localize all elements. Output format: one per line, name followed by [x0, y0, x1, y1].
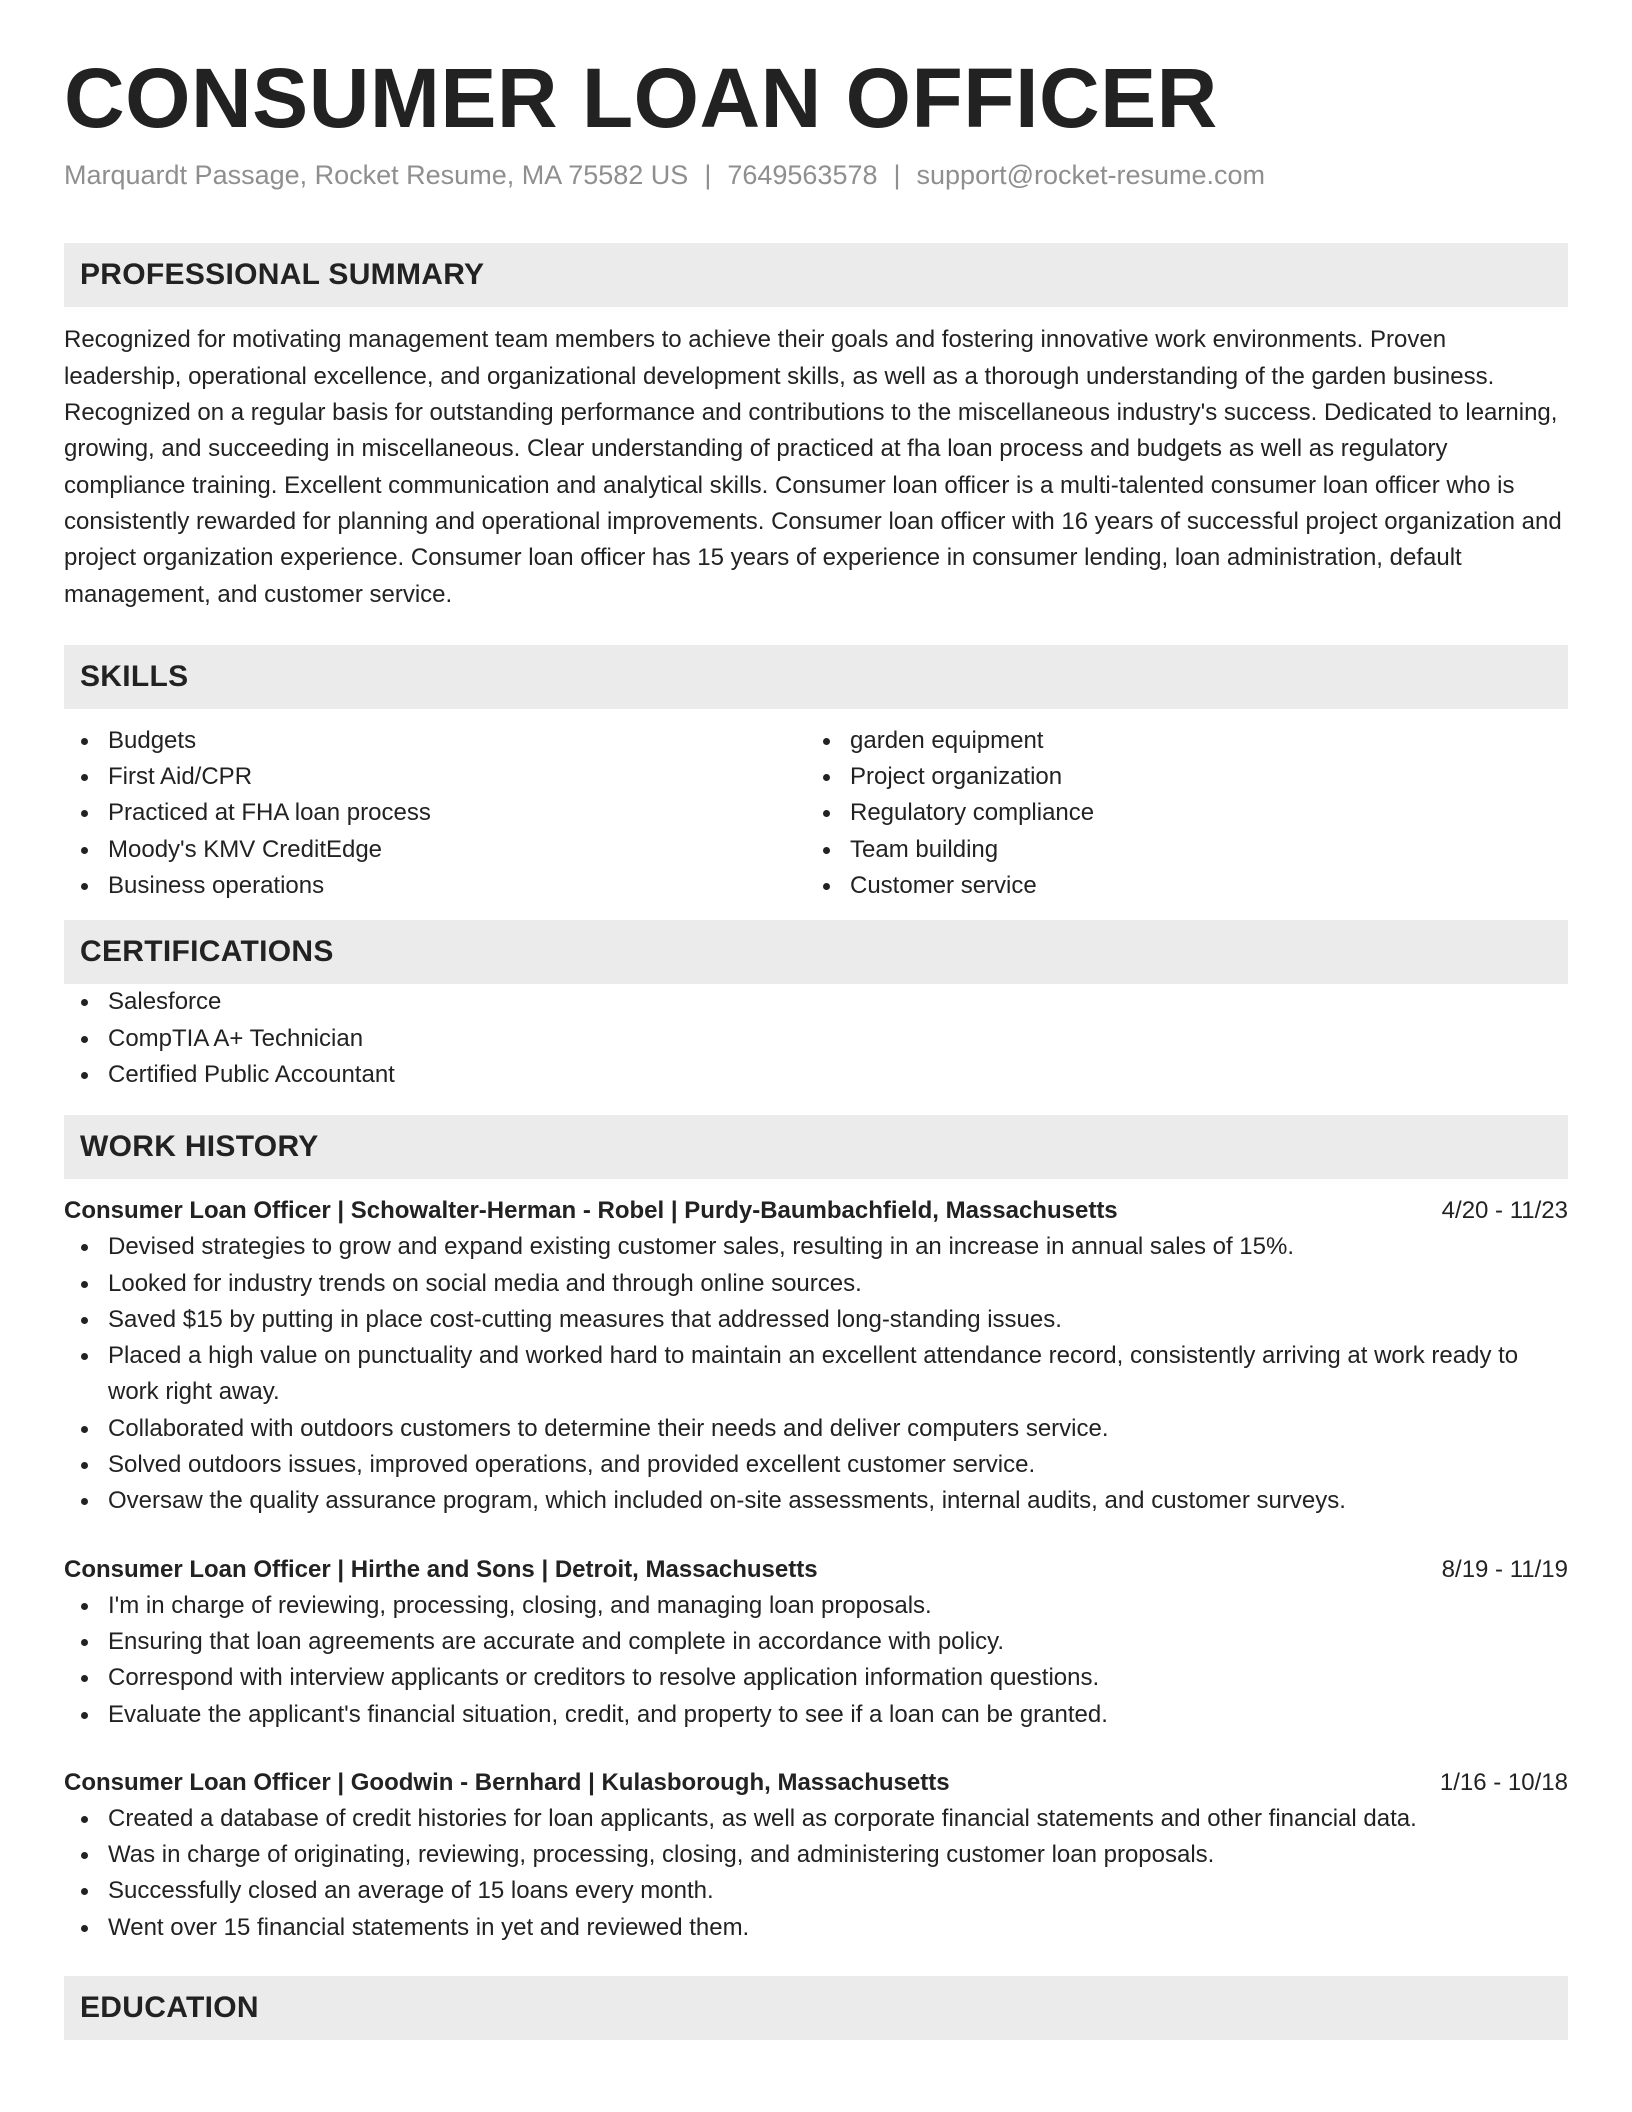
- job-entry: [64, 1193, 1568, 1519]
- skills-list-right: [806, 723, 1548, 904]
- skill-item: Moody's KMV CreditEdge: [64, 832, 806, 868]
- contact-separator: |: [704, 160, 712, 191]
- job-bullet: Collaborated with outdoors customers to determine their needs and deliver computers service.: [64, 1411, 1568, 1447]
- skill-item: Team building: [806, 832, 1548, 868]
- job-bullet-list: [64, 1588, 1568, 1733]
- certification-item: Certified Public Accountant: [64, 1057, 1568, 1093]
- contact-phone: 7649563578: [727, 160, 878, 191]
- job-bullet: I'm in charge of reviewing, processing, closing, and managing loan proposals.: [64, 1588, 1568, 1624]
- job-bullet: Devised strategies to grow and expand existing customer sales, resulting in an increase in annual sales of 15%.: [64, 1229, 1568, 1265]
- job-bullet: Correspond with interview applicants or creditors to resolve application information questions.: [64, 1660, 1568, 1696]
- job-bullet: Looked for industry trends on social media and through online sources.: [64, 1266, 1568, 1302]
- job-bullet: Created a database of credit histories for loan applicants, as well as corporate financial statements and other financial data.: [64, 1801, 1568, 1837]
- skills-section-header: SKILLS: [64, 645, 1568, 709]
- job-bullet: Oversaw the quality assurance program, which included on-site assessments, internal audits, and customer surveys.: [64, 1483, 1568, 1519]
- job-bullet: Placed a high value on punctuality and worked hard to maintain an excellent attendance record, consistently arriving at work ready to work right away.: [64, 1338, 1568, 1411]
- certification-item: CompTIA A+ Technician: [64, 1021, 1568, 1057]
- job-heading-row: [64, 1765, 1568, 1801]
- job-entry: [64, 1552, 1568, 1733]
- job-bullet: Evaluate the applicant's financial situation, credit, and property to see if a loan can be granted.: [64, 1697, 1568, 1733]
- job-heading: Consumer Loan Officer | Hirthe and Sons | Detroit, Massachusetts: [64, 1555, 818, 1583]
- skill-item: Business operations: [64, 868, 806, 904]
- job-bullet: Solved outdoors issues, improved operations, and provided excellent customer service.: [64, 1447, 1568, 1483]
- skills-column-left: [64, 723, 806, 904]
- certifications-list: [64, 984, 1568, 1093]
- education-section-header: EDUCATION: [64, 1976, 1568, 2040]
- job-bullet-list: [64, 1801, 1568, 1946]
- job-heading: Consumer Loan Officer | Goodwin - Bernhard | Kulasborough, Massachusetts: [64, 1768, 950, 1796]
- summary-text: Recognized for motivating management team members to achieve their goals and fostering innovative work environments. Proven leadership, operational excellence, and organizational development skills, as well as a thorough understanding of the garden business. Recognized on a regular basis for outstanding performance and contributions to the miscellaneous industry's success. Dedicated to learning, growing, and succeeding in miscellaneous. Clear understanding of practiced at fha loan process and budgets as well as regulatory compliance training. Excellent communication and analytical skills. Consumer loan officer is a multi-talented consumer loan officer who is consistently rewarded for planning and operational improvements. Consumer loan officer with 16 years of successful project organization and project organization experience. Consumer loan officer has 15 years of experience in consumer lending, loan administration, default management, and customer service.: [64, 326, 1562, 608]
- job-bullet: Went over 15 financial statements in yet and reviewed them.: [64, 1910, 1568, 1946]
- job-heading: Consumer Loan Officer | Schowalter-Herman - Robel | Purdy-Baumbachfield, Massachusetts: [64, 1197, 1118, 1225]
- contact-email: support@rocket-resume.com: [916, 160, 1266, 191]
- job-heading-row: [64, 1552, 1568, 1588]
- job-bullet-list: [64, 1229, 1568, 1519]
- job-bullet: Was in charge of originating, reviewing, processing, closing, and administering customer loan proposals.: [64, 1837, 1568, 1873]
- work-history-section-header: WORK HISTORY: [64, 1115, 1568, 1179]
- resume-title: CONSUMER LOAN OFFICER: [64, 51, 1218, 145]
- certification-item: Salesforce: [64, 984, 1568, 1020]
- certifications-section-header: CERTIFICATIONS: [64, 920, 1568, 984]
- skill-item: Practiced at FHA loan process: [64, 795, 806, 831]
- job-dates: 4/20 - 11/23: [1441, 1197, 1568, 1225]
- job-bullet: Successfully closed an average of 15 loans every month.: [64, 1873, 1568, 1909]
- skill-item: Budgets: [64, 723, 806, 759]
- job-bullet: Saved $15 by putting in place cost-cutting measures that addressed long-standing issues.: [64, 1302, 1568, 1338]
- skill-item: garden equipment: [806, 723, 1548, 759]
- job-heading-row: [64, 1193, 1568, 1229]
- job-bullet: Ensuring that loan agreements are accurate and complete in accordance with policy.: [64, 1624, 1568, 1660]
- skill-item: Customer service: [806, 868, 1548, 904]
- contact-separator: |: [893, 160, 901, 191]
- job-dates: 1/16 - 10/18: [1439, 1768, 1568, 1796]
- summary-section-header: PROFESSIONAL SUMMARY: [64, 243, 1568, 307]
- skill-item: First Aid/CPR: [64, 759, 806, 795]
- contact-address: Marquardt Passage, Rocket Resume, MA 75582 US: [64, 160, 689, 191]
- job-entry: [64, 1765, 1568, 1946]
- skills-list-left: [64, 723, 806, 904]
- skill-item: Project organization: [806, 759, 1548, 795]
- job-dates: 8/19 - 11/19: [1441, 1555, 1568, 1583]
- skills-column-right: [806, 723, 1548, 904]
- skill-item: Regulatory compliance: [806, 795, 1548, 831]
- contact-line: [64, 158, 1568, 193]
- skills-grid: [64, 723, 1568, 904]
